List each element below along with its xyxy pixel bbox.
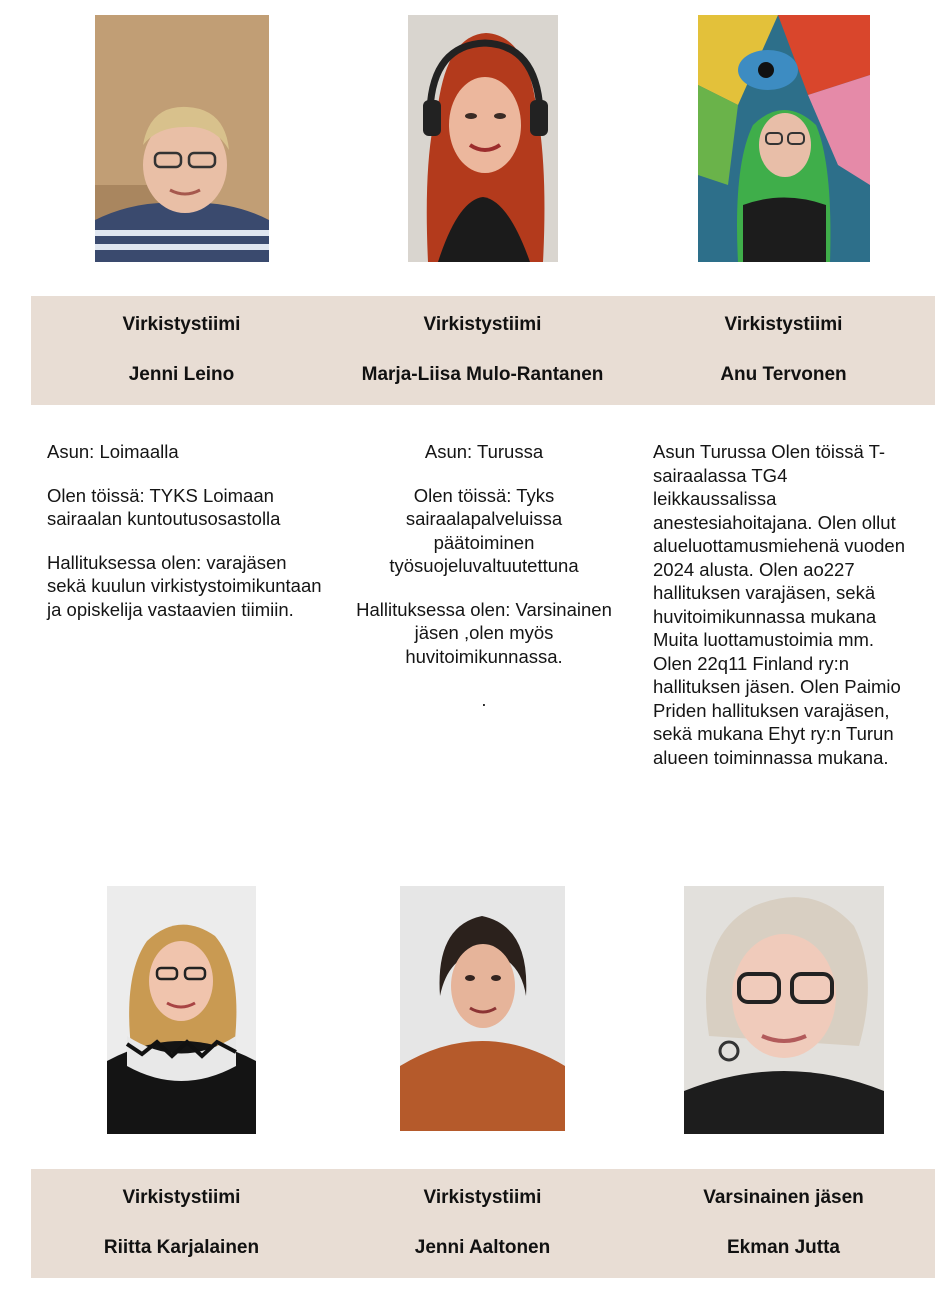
bottom-role-band [31, 1169, 935, 1278]
member-name: Jenni Aaltonen [414, 1237, 551, 1258]
bio-board: Hallituksessa olen: Varsinainen jäsen ,olen myös huvitoimikunnassa. [356, 598, 612, 667]
role-label: Virkistystiimi [423, 314, 542, 335]
person-photo-icon [698, 15, 870, 262]
member-name: Jenni Leino [128, 364, 235, 385]
photo-marja-liisa-mulo-rantanen [408, 15, 558, 262]
role-label: Virkistystiimi [423, 1187, 542, 1208]
photo-jenni-leino [95, 15, 269, 262]
role-label: Virkistystiimi [122, 1187, 241, 1208]
bio-text: Asun Turussa Olen töissä T-sairaalassa TG4 leikkaussalissa anestesiahoitajana. Olen ollut alueluottamusmiehenä vuoden 2024 alusta. Olen ao227 hallituksen varajäsen, sekä huvitoimikunnassa mukana Muita luottamustoimia mm. Olen 22q11 Finland ry:n hallituksen jäsen. Olen Paimio Priden hallituksen varajäsen, sekä mukana Ehyt ry:n Turun alueen toiminnassa mukana. [653, 441, 905, 768]
photo-riitta-karjalainen [107, 886, 256, 1134]
bio-residence: Asun: Turussa [424, 441, 544, 462]
bio-jenni-leino [47, 440, 327, 621]
member-name: Ekman Jutta [727, 1237, 840, 1258]
top-role-band [31, 296, 935, 405]
member-name: Riitta Karjalainen [103, 1237, 260, 1258]
role-label: Virkistystiimi [122, 314, 241, 335]
bio-anu-tervonen [653, 440, 915, 769]
bio-board: Hallituksessa olen: varajäsen sekä kuulun virkistystoimikuntaan ja opiskelija vastaavien tiimiin. [47, 551, 322, 620]
bio-residence: Asun: Loimaalla [47, 441, 179, 462]
person-photo-icon [400, 886, 565, 1131]
person-photo-icon [107, 886, 256, 1134]
bio-dot: . [481, 689, 487, 710]
person-photo-icon [408, 15, 558, 262]
member-name: Marja-Liisa Mulo-Rantanen [361, 364, 604, 385]
person-photo-icon [95, 15, 269, 262]
photo-jenni-aaltonen [400, 886, 565, 1131]
bio-work: Olen töissä: TYKS Loimaan sairaalan kuntoutusosastolla [47, 484, 281, 529]
person-photo-icon [684, 886, 884, 1134]
member-name: Anu Tervonen [720, 364, 847, 385]
role-label: Varsinainen jäsen [703, 1187, 864, 1208]
bio-work: Olen töissä: Tyks sairaalapalveluissa päätoiminen työsuojeluvaltuutettuna [389, 484, 579, 576]
photo-ekman-jutta [684, 886, 884, 1134]
role-label: Virkistystiimi [724, 314, 843, 335]
bio-marja-liisa [344, 440, 624, 712]
photo-anu-tervonen [698, 15, 870, 262]
